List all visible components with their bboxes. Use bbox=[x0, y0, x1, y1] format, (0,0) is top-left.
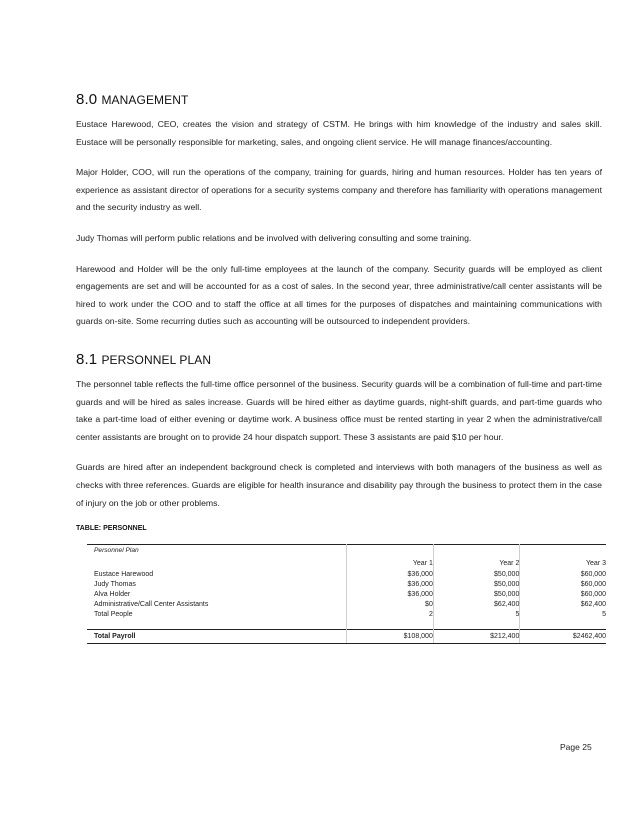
table-caption-title: PERSONNEL bbox=[103, 525, 147, 533]
table-header-cell bbox=[520, 545, 606, 558]
table-cell: 5 bbox=[433, 610, 520, 620]
row-label: Administrative/Call Center Assistants bbox=[87, 600, 347, 610]
row-label: Eustace Harewood bbox=[87, 570, 347, 580]
table-cell: $60,000 bbox=[580, 581, 606, 589]
table-header-cell bbox=[347, 545, 434, 558]
section-title: PERSONNEL PLAN bbox=[101, 352, 212, 367]
year-header: Year 2 bbox=[433, 557, 520, 570]
paragraph: The personnel table reflects the full-time office personnel of the business. Security guards will be a combination of full-time and part-time guards and will be hired as sales increase. Guards will be hired either as daytime guards, night-shift guards, and part-time guards who take a part-time load of either evening or daytime work. A business office must be rented starting in year 2 when the administrative/call center assistants are brought on to provide 24 hour dispatch support. These 3 assistants are paid $10 per hour. bbox=[76, 378, 602, 442]
table-cell: $0 bbox=[347, 600, 434, 610]
table-cell bbox=[520, 620, 606, 630]
table-years-row bbox=[87, 557, 606, 570]
table-row bbox=[87, 600, 606, 610]
table-caption-prefix: TABLE: bbox=[76, 525, 102, 533]
personnel-table bbox=[87, 544, 606, 644]
table-cell: $36,000 bbox=[347, 590, 434, 600]
section-heading-personnel-plan bbox=[76, 351, 602, 368]
section-number: 8.0 bbox=[76, 91, 98, 108]
section-heading-management bbox=[76, 91, 602, 108]
table-cell: $2462,400 bbox=[520, 630, 606, 644]
row-label: Total People bbox=[87, 610, 347, 620]
year-header: Year 3 bbox=[586, 559, 606, 567]
paragraph: Guards are hired after an independent background check is completed and interviews with both managers of the business as well as checks with three references. Guards are eligible for health insurance and disability pay through the business to protect them in the case of injury on the job or other problems. bbox=[76, 462, 602, 508]
table-cell: $62,400 bbox=[433, 600, 520, 610]
table-cell: $60,000 bbox=[580, 591, 606, 599]
table-row bbox=[87, 580, 606, 590]
paragraph: Major Holder, COO, will run the operations of the company, training for guards, hiring and human resources. Holder has ten years of experience as assistant director of operations for a security systems company and therefore has familiarity with operations management and the security industry as well. bbox=[76, 167, 602, 213]
row-label: Judy Thomas bbox=[87, 580, 347, 590]
page-content bbox=[76, 91, 606, 644]
table-row bbox=[87, 570, 606, 580]
table-cell: $108,000 bbox=[347, 630, 434, 644]
row-label: Alva Holder bbox=[87, 590, 347, 600]
table-cell: 2 bbox=[347, 610, 434, 620]
table-cell: $50,000 bbox=[433, 580, 520, 590]
table-cell: $50,000 bbox=[433, 570, 520, 580]
table-cell bbox=[347, 620, 434, 630]
table-cell: $62,400 bbox=[580, 601, 606, 609]
paragraph: Harewood and Holder will be the only full-time employees at the launch of the company. Security guards will be employed as client engagements are set and will be accounted for as a cost of sales. In the second year, three administrative/call center assistants will be hired to work under the COO and to staff the office at all times for the purposes of dispatches and maintaining communications with guards on-site. Some recurring duties such as accounting will be outsourced to independent providers. bbox=[76, 263, 602, 327]
paragraph: Eustace Harewood, CEO, creates the vision and strategy of CSTM. He brings with him knowledge of the industry and sales skill. Eustace will be personally responsible for marketing, sales, and ongoing client service. He will manage finances/accounting. bbox=[76, 119, 602, 147]
table-cell: 5 bbox=[602, 611, 606, 619]
table-cell: $212,400 bbox=[433, 630, 520, 644]
table-spacer-row bbox=[87, 620, 606, 630]
total-label: Total Payroll bbox=[87, 630, 347, 644]
section-number: 8.1 bbox=[76, 350, 98, 368]
table-cell bbox=[87, 620, 347, 630]
table-header-label: Personnel Plan bbox=[87, 545, 347, 558]
table-row bbox=[87, 590, 606, 600]
table-caption bbox=[76, 525, 602, 532]
table-cell: $50,000 bbox=[433, 590, 520, 600]
table-header-cell bbox=[433, 545, 520, 558]
table-header-row bbox=[87, 545, 606, 558]
section-title: MANAGEMENT bbox=[101, 93, 189, 107]
table-row bbox=[87, 610, 606, 620]
table-total-row bbox=[87, 630, 606, 644]
paragraph: Judy Thomas will perform public relations and be involved with delivering consulting and some training. bbox=[76, 232, 472, 243]
table-cell: $60,000 bbox=[580, 571, 606, 579]
table-cell: $36,000 bbox=[347, 580, 434, 590]
table-cell: $36,000 bbox=[347, 570, 434, 580]
table-cell bbox=[87, 557, 347, 570]
table-cell bbox=[433, 620, 520, 630]
page-number: Page 25 bbox=[560, 742, 592, 752]
year-header: Year 1 bbox=[347, 557, 434, 570]
